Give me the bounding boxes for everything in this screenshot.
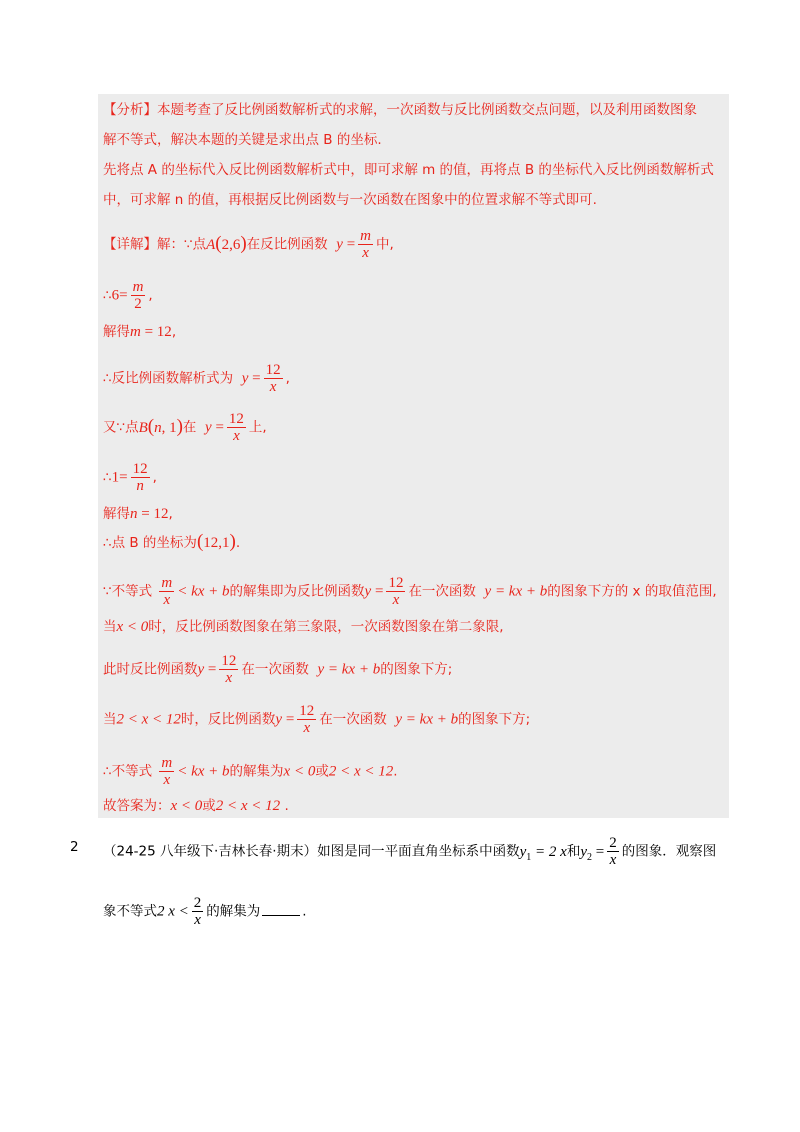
detail-tag: 【详解】 bbox=[103, 236, 157, 253]
fraction: $\frac{m}{2}$ bbox=[132, 279, 144, 312]
detail-line-10: 当x < 0时，反比例函数图象在第三象限，一次函数图象在第二象限, bbox=[103, 619, 504, 635]
detail-line-3: 解得m = 12, bbox=[103, 324, 177, 340]
analysis-line-4: 中，可求解 n 的值，再根据反比例函数与一次函数在图象中的位置求解不等式即可. bbox=[103, 192, 597, 208]
fraction: $\frac{12}{x}$ bbox=[388, 575, 404, 608]
fraction: $\frac{12}{x}$ bbox=[265, 362, 281, 395]
fraction: $\frac{m}{x}$ bbox=[161, 575, 173, 608]
fraction: $\frac{m}{x}$ bbox=[360, 228, 371, 261]
fraction: $\frac{2}{x}$ bbox=[193, 895, 202, 928]
question-number: 2 bbox=[70, 839, 79, 855]
detail-line-7: 解得n = 12, bbox=[103, 506, 173, 522]
detail-line-12: 当2 < x < 12时，反比例函数y = $\frac{12}{x}$ 在一次函数 y = kx + b的图象下方; bbox=[103, 703, 531, 736]
answer-blank[interactable] bbox=[262, 901, 300, 916]
fraction: $\frac{12}{n}$ bbox=[132, 461, 148, 494]
analysis-line-1: 【分析】本题考查了反比例函数解析式的求解，一次函数与反比例函数交点问题，以及利用函数图象 bbox=[103, 102, 697, 118]
fraction: $\frac{12}{x}$ bbox=[221, 653, 237, 686]
detail-line-5: 又∵点B(n, 1)在 y = $\frac{12}{x}$ 上, bbox=[103, 411, 267, 444]
analysis-line-3: 先将点 A 的坐标代入反比例函数解析式中，即可求解 m 的值，再将点 B 的坐标代入反比例函数解析式 bbox=[103, 162, 714, 178]
question-source: （24-25 八年级下·吉林长春·期末） bbox=[103, 843, 318, 860]
analysis-line-2: 解不等式，解决本题的关键是求出点 B 的坐标. bbox=[103, 132, 382, 148]
detail-line-8: ∴点 B 的坐标为(12,1). bbox=[103, 531, 241, 552]
detail-line-2: ∴6= $\frac{m}{2}$ , bbox=[103, 279, 153, 312]
fraction: $\frac{2}{x}$ bbox=[609, 835, 617, 868]
fraction: $\frac{12}{x}$ bbox=[299, 703, 315, 736]
detail-line-9: ∵不等式 $\frac{m}{x}$ < kx + b的解集即为反比例函数y = $\frac{12}{x}$ 在一次函数 y = kx + b的图象下方的 x 的取值范围, bbox=[103, 575, 717, 608]
analysis-tag: 【分析】 bbox=[103, 102, 157, 118]
question-3-line-1: （24-25 八年级下·吉林长春·期末）如图是同一平面直角坐标系中函数$y_1 = 2$ x和$y_2$ = $\frac{2}{x}$ 的图象．观察图 bbox=[103, 835, 717, 868]
fraction: $\frac{12}{x}$ bbox=[228, 411, 244, 444]
detail-line-11: 此时反比例函数y = $\frac{12}{x}$ 在一次函数 y = kx + b的图象下方; bbox=[103, 653, 453, 686]
detail-line-14: 故答案为：x < 0或2 < x < 12 . bbox=[103, 798, 289, 814]
fraction: $\frac{m}{x}$ bbox=[161, 755, 173, 788]
detail-line-4: ∴反比例函数解析式为 y = $\frac{12}{x}$ , bbox=[103, 362, 290, 395]
detail-line-6: ∴1= $\frac{12}{n}$ , bbox=[103, 461, 157, 494]
question-3-line-2: 象不等式2 x < $\frac{2}{x}$ 的解集为 . bbox=[103, 895, 307, 928]
detail-line-13: ∴不等式 $\frac{m}{x}$ < kx + b的解集为x < 0或2 < x < 12. bbox=[103, 755, 398, 788]
detail-line-1: 【详解】解：∵点A(2,6)在反比例函数 y = $\frac{m}{x}$ 中, bbox=[103, 228, 394, 261]
